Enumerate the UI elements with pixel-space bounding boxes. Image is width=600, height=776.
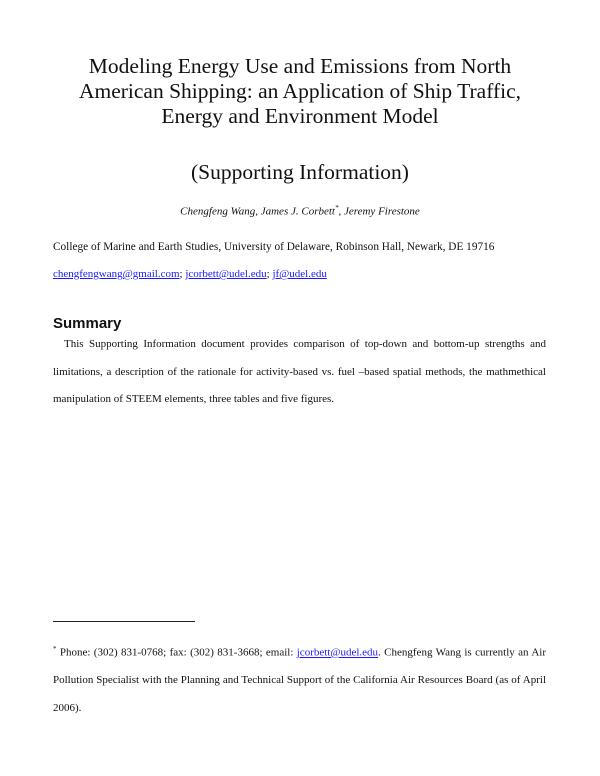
- corresponding-marker: *: [334, 204, 339, 212]
- email-link[interactable]: jcorbett@udel.edu: [185, 268, 267, 280]
- title-line: American Shipping: an Application of Ship Traffic,: [78, 79, 522, 103]
- email-list: [53, 268, 327, 280]
- email-link[interactable]: jf@udel.edu: [272, 268, 327, 280]
- title-line: Energy and Environment Model: [161, 104, 439, 128]
- author-names: Chengfeng Wang, James J. Corbett: [180, 205, 335, 218]
- footnote-marker: *: [53, 645, 57, 653]
- summary-paragraph: This Supporting Information document provides comparison of top-down and bottom-up strengths and limitations, a description of the rationale for activity-based vs. fuel –based spatial methods, the mathmethical manipulation of STEEM elements, three tables and five figures.: [53, 338, 546, 405]
- email-separator: ;: [266, 268, 270, 280]
- author-names-rest: , Jeremy Firestone: [338, 205, 420, 218]
- authors: [0, 204, 600, 218]
- paper-title: [0, 54, 600, 129]
- email-separator: ;: [179, 268, 183, 280]
- title-line: Modeling Energy Use and Emissions from North: [88, 54, 512, 78]
- footnote-divider: [53, 621, 195, 622]
- summary-heading: Summary: [53, 315, 122, 332]
- email-link[interactable]: chengfengwang@gmail.com: [53, 268, 180, 280]
- footnote-contact: Phone: (302) 831-0768; fax: (302) 831-3668; email:: [56, 646, 297, 659]
- footnote-email-link[interactable]: jcorbett@udel.edu: [296, 646, 379, 659]
- subtitle: (Supporting Information): [191, 160, 409, 184]
- footnote-note: . Chengfeng Wang is currently an Air Pollution Specialist with the Planning and Technical Support of the California Air Resources Board (as of April 2006).: [53, 646, 546, 714]
- affiliation: College of Marine and Earth Studies, University of Delaware, Robinson Hall, Newark, DE 19716: [53, 241, 495, 253]
- footnote: [53, 636, 546, 722]
